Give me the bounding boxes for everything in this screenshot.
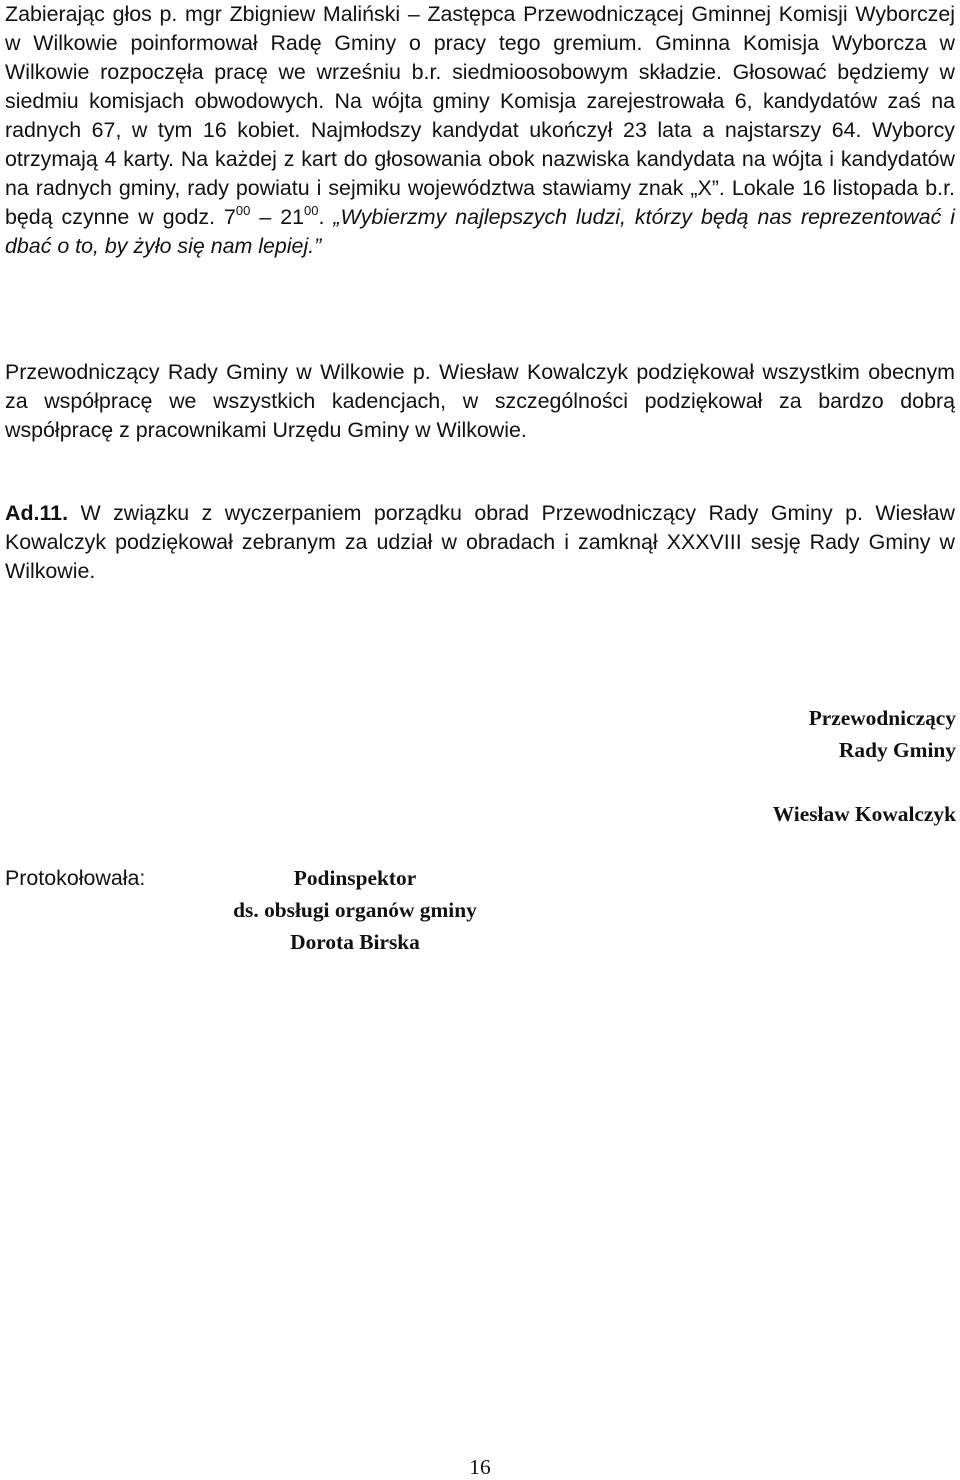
time-range-dash: – 21 xyxy=(250,205,305,229)
superscript-minutes-open: 00 xyxy=(235,203,251,218)
agenda-item-label: Ad.11. xyxy=(5,501,69,525)
protocol-label: Protokołowała: xyxy=(5,866,146,890)
sentence-end: . xyxy=(318,205,334,229)
signature-name: Wiesław Kowalczyk xyxy=(772,802,956,826)
paragraph-text: Zabierając głos p. mgr Zbigniew Maliński – Zastępca Przewodniczącej Gminnej Komisji Wyborczej w Wilkowie poinformował Radę Gminy o pracy tego gremium. Gminna Komisja Wyborcza w Wilkowie rozpoczęła pracę we wrześniu b.r. siedmioosobowym składzie. Głosować będziemy w siedmiu komisjach obwodowych. Na wójta gminy Komisja zarejestrowała 6, kandydatów zaś na radnych 67, w tym 16 kobiet. Najmłodszy kandydat ukończył 23 lata a najstarszy 64. Wyborcy otrzymają 4 karty. Na każdej z kart do głosowania obok nazwiska kandydata na wójta i kandydatów na radnych gminy, rady powiatu i sejmiku województwa stawiamy znak „X”. Lokale 16 listopada b.r. będą czynne w godz. 7 xyxy=(5,2,955,229)
signature-title-line1: Przewodniczący xyxy=(808,706,956,730)
signature-title-line2: Rady Gminy xyxy=(838,738,956,762)
page-number: 16 xyxy=(469,1455,491,1479)
protocol-name: Dorota Birska xyxy=(290,930,420,954)
paragraph-chairman-thanks: Przewodniczący Rady Gminy w Wilkowie p. Wiesław Kowalczyk podziękował wszystkim obecnym za współpracę we wszystkich kadencjach, w szczególności podziękował za bardzo dobrą współpracę z pracownikami Urzędu Gminy w Wilkowie. xyxy=(5,360,955,442)
superscript-minutes-close: 00 xyxy=(304,203,319,218)
protocol-department: ds. obsługi organów gminy xyxy=(233,898,477,922)
italic-appeal: „Wybierzmy najlepszych ludzi, którzy będą nas reprezentować i dbać o to, by żyło się nam lepiej.” xyxy=(5,205,955,258)
paragraph-election-commission xyxy=(5,0,955,261)
paragraph-session-closing xyxy=(5,499,955,586)
protocol-position: Podinspektor xyxy=(293,866,417,890)
agenda-item-text: W związku z wyczerpaniem porządku obrad Przewodniczący Rady Gminy p. Wiesław Kowalczyk podziękował zebranym za udział w obradach i zamknął XXXVIII sesję Rady Gminy w Wilkowie. xyxy=(5,501,955,583)
